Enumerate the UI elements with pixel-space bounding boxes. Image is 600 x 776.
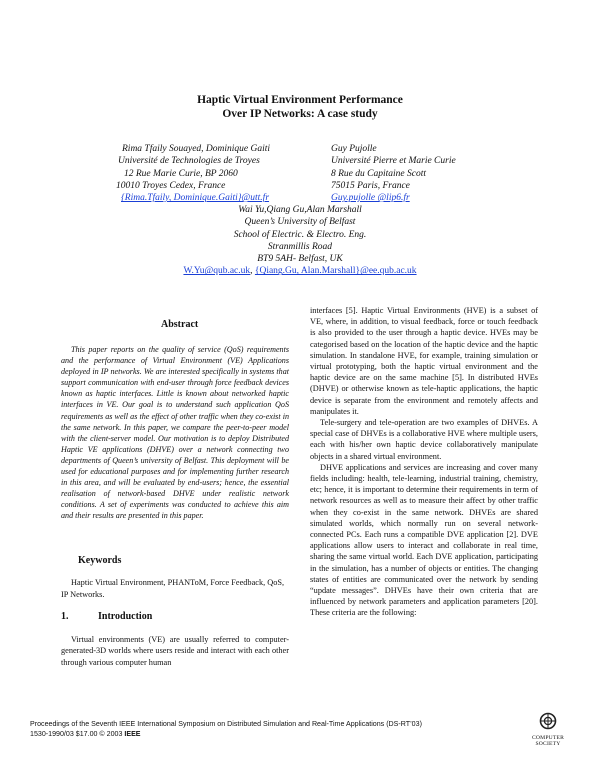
right-paragraph-3: DHVE applications and services are increasing and cover many fields including: health, tele-learning, industrial training, chemistry, etc; hence, it is important to determine their requirements in term of network resources as well as to measure their affect by other traffic when they co-exist in the same network. DHVEs are shared simulated worlds, which normally run on several network-connected PCs. Each runs a compatible DVE application [2]. DVE applications allow users to interact and collaborate in real time, sharing the same virtual world. Each DVE application, participating in the simulation, has a number of objects or entities. The changing states of entities are communicated over the network by sending “update messages”. DHVEs have their own criteria that are influenced by network parameters and application parameters [20]. These criteria are the following: xyxy=(310,462,538,618)
computer-society-emblem-icon xyxy=(538,712,558,730)
keywords-heading: Keywords xyxy=(78,555,122,566)
author-names-center: Wai Yu,Qiang Gu,Alan Marshall xyxy=(238,205,362,215)
footer-copyright-text: 1530-1990/03 $17.00 © 2003 xyxy=(30,730,125,738)
institution-center: Queen’s University of Belfast xyxy=(244,217,356,228)
footer-ieee: IEEE xyxy=(124,730,141,738)
center-emails xyxy=(0,265,600,277)
email-link-left[interactable]: {Rima.Tfaily, Dominique.Gaiti}@utt.fr xyxy=(121,193,270,204)
email-link-right[interactable]: Guy.pujolle @lip6.fr xyxy=(331,193,410,204)
abstract-heading: Abstract xyxy=(161,319,199,330)
title-line-2: Over IP Networks: A case study xyxy=(222,108,378,120)
email-link-wyu[interactable]: W.Yu@qub.ac.uk xyxy=(183,266,251,277)
footer-proceedings: Proceedings of the Seventh IEEE International Symposium on Distributed Simulation and Real-Time Applications (DS-RT’03) xyxy=(30,720,422,728)
institution-left: Université de Technologies de Troyes xyxy=(118,156,260,167)
city-left: 10010 Troyes Cedex, France xyxy=(116,180,226,191)
page-footer xyxy=(30,719,422,739)
road-center: Stranmillis Road xyxy=(267,241,333,252)
section-number: 1. xyxy=(61,611,69,622)
introduction-body: Virtual environments (VE) are usually referred to computer-generated-3D worlds where users reside and interact with each other through various computer human xyxy=(61,635,289,667)
right-paragraph-1: interfaces [5]. Haptic Virtual Environments (HVE) is a subset of VE, where, in addition, to visual feedback, force or touch feedback is also provided to the user through a haptic device. HVEs may be categorised based on the location of the haptic device and the haptic simulation. In standalone HVE, for example, training simulation or virtual prototyping, both the haptic virtual environment and the haptic device are on the same machine [5]. In distributed HVEs (DHVE) or otherwise known as tele-haptic applications, the haptic device is separate from the environment and remotely affects and manipulates it. xyxy=(310,306,538,416)
affiliation-left xyxy=(116,143,270,204)
title-line-1: Haptic Virtual Environment Performance xyxy=(197,94,403,106)
footer-copyright xyxy=(30,729,422,739)
logo-line-2: SOCIETY xyxy=(535,741,561,747)
school-center: School of Electric. & Electro. Eng. xyxy=(233,229,367,240)
street-right: 8 Rue du Capitaine Scott xyxy=(331,168,426,179)
affiliation-center xyxy=(0,204,600,278)
email-link-gu-marshall[interactable]: {Qiang.Gu, Alan.Marshall}@ee.qub.ac.uk xyxy=(254,266,417,277)
introduction-heading xyxy=(61,611,152,622)
street-left: 12 Rue Marie Curie, BP 2060 xyxy=(124,168,238,179)
computer-society-logo xyxy=(526,712,570,747)
logo-line-1: COMPUTER xyxy=(531,735,565,741)
abstract-body: This paper reports on the quality of service (QoS) requirements and the performance of Virtual Environment (VE) Applications deployed in IP networks. We are interested specifically in systems that support communication with end-user through force feedback devices known as haptic interfaces. Little is known about networked haptic interfaces in VE. Our goal is to understand such application QoS requirements as well as the effect of other traffic when they co-exist in the same network. In this paper, we compare the peer-to-peer model with the client-server model. Our motivation is to deploy Distributed Haptic VE applications (DHVE) over a network connecting two departments of Queen’s university of Belfast. This deployment will be used for educational purposes and for implementing further research in this area, and will be evaluated by end-users; hence, the essential realisation of network-based DHVE under realistic network conditions. A set of experiments was conducted to achieve this aim and their results are presented in this paper. xyxy=(61,345,289,521)
right-paragraph-2: Tele-surgery and tele-operation are two examples of DHVEs. A special case of DHVEs is a collaborative HVE where multiple users, each with his/her own haptic device collaboratively manipulate objects in a shared virtual environment. xyxy=(310,418,538,461)
keywords-body: Haptic Virtual Environment, PHANToM, Force Feedback, QoS, IP Networks. xyxy=(61,578,285,599)
introduction-title: Introduction xyxy=(98,611,153,622)
paper-title xyxy=(0,93,600,121)
city-right: 75015 Paris, France xyxy=(331,180,410,191)
affiliation-right xyxy=(331,143,456,204)
right-column xyxy=(310,305,538,619)
author-names-left: Rima Tfaily Souayed, Dominique Gaiti xyxy=(122,144,271,154)
email-separator: , xyxy=(250,266,255,277)
city-center: BT9 5AH- Belfast, UK xyxy=(257,254,343,265)
institution-right: Université Pierre et Marie Curie xyxy=(331,156,456,167)
author-names-right: Guy Pujolle xyxy=(331,144,377,154)
